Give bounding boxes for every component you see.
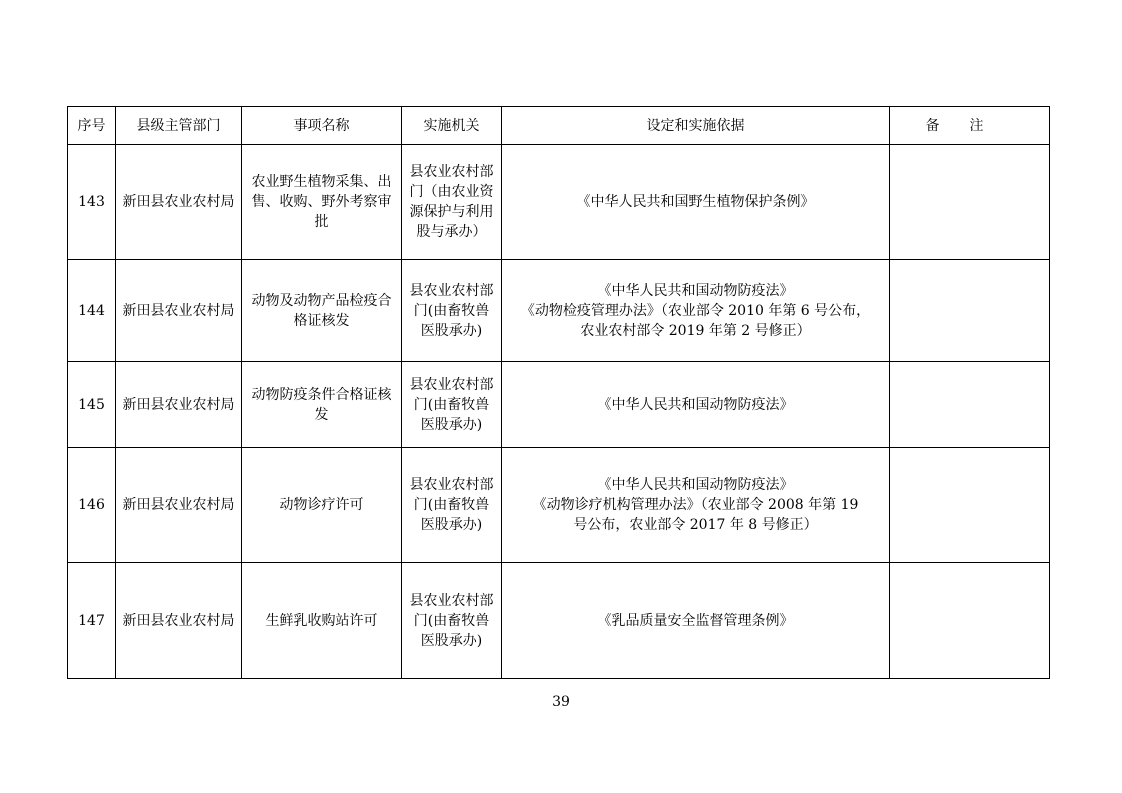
legal-basis-line: 《动物诊疗机构管理办法》（农业部令 2008 年第 19 xyxy=(532,497,859,513)
table-row xyxy=(68,448,1050,563)
cell-remarks xyxy=(890,563,1050,679)
legal-basis-line: 农业农村部令 2019 年第 2 号修正） xyxy=(580,322,811,339)
cell-remarks xyxy=(890,260,1050,362)
legal-basis-line: 《中华人民共和国动物防疫法》 xyxy=(597,396,794,413)
cell-county-department: 新田县农业农村局 xyxy=(116,260,242,362)
table-row xyxy=(68,563,1050,679)
cell-implementing-agency: 县农业农村部门(由畜牧兽医股承办) xyxy=(402,563,502,679)
cell-legal-basis xyxy=(502,145,890,260)
cell-item-name: 动物诊疗许可 xyxy=(242,448,402,563)
header-item-name: 事项名称 xyxy=(242,107,402,145)
cell-legal-basis xyxy=(502,362,890,448)
table-row xyxy=(68,145,1050,260)
cell-item-name: 生鲜乳收购站许可 xyxy=(242,563,402,679)
cell-serial-number: 147 xyxy=(68,563,116,679)
approval-items-sheet xyxy=(67,106,1049,679)
legal-basis-line: 《中华人民共和国动物防疫法》 xyxy=(597,282,794,299)
legal-basis-line: 号公布，农业部令 2017 年 8 号修正） xyxy=(573,517,818,533)
cell-item-name: 动物防疫条件合格证核发 xyxy=(242,362,402,448)
cell-serial-number: 146 xyxy=(68,448,116,563)
table-row xyxy=(68,362,1050,448)
cell-legal-basis xyxy=(502,563,890,679)
legal-basis-line: 《动物检疫管理办法》（农业部令 2010 年第 6 号公布， xyxy=(520,302,871,319)
header-serial-number: 序号 xyxy=(68,107,116,145)
header-legal-basis: 设定和实施依据 xyxy=(502,107,890,145)
cell-serial-number: 144 xyxy=(68,260,116,362)
header-remarks: 备注 xyxy=(890,107,1050,145)
cell-implementing-agency: 县农业农村部门（由农业资源保护与利用股与承办） xyxy=(402,145,502,260)
cell-legal-basis xyxy=(502,260,890,362)
cell-remarks xyxy=(890,145,1050,260)
cell-county-department: 新田县农业农村局 xyxy=(116,362,242,448)
legal-basis-line: 《中华人民共和国动物防疫法》 xyxy=(597,477,794,493)
cell-implementing-agency: 县农业农村部门(由畜牧兽医股承办) xyxy=(402,362,502,448)
cell-remarks xyxy=(890,448,1050,563)
cell-implementing-agency: 县农业农村部门(由畜牧兽医股承办) xyxy=(402,448,502,563)
cell-remarks xyxy=(890,362,1050,448)
table-row xyxy=(68,260,1050,362)
cell-item-name: 农业野生植物采集、出售、收购、野外考察审批 xyxy=(242,145,402,260)
legal-basis-line: 《中华人民共和国野生植物保护条例》 xyxy=(576,194,815,210)
page-number: 39 xyxy=(552,694,570,710)
header-implementing-agency: 实施机关 xyxy=(402,107,502,145)
approval-items-table xyxy=(67,106,1050,679)
cell-serial-number: 143 xyxy=(68,145,116,260)
header-county-department: 县级主管部门 xyxy=(116,107,242,145)
cell-item-name: 动物及动物产品检疫合格证核发 xyxy=(242,260,402,362)
cell-county-department: 新田县农业农村局 xyxy=(116,563,242,679)
table-header-row xyxy=(68,107,1050,145)
cell-county-department: 新田县农业农村局 xyxy=(116,448,242,563)
cell-county-department: 新田县农业农村局 xyxy=(116,145,242,260)
cell-serial-number: 145 xyxy=(68,362,116,448)
cell-implementing-agency: 县农业农村部门(由畜牧兽医股承办) xyxy=(402,260,502,362)
cell-legal-basis xyxy=(502,448,890,563)
legal-basis-line: 《乳品质量安全监督管理条例》 xyxy=(597,612,794,629)
